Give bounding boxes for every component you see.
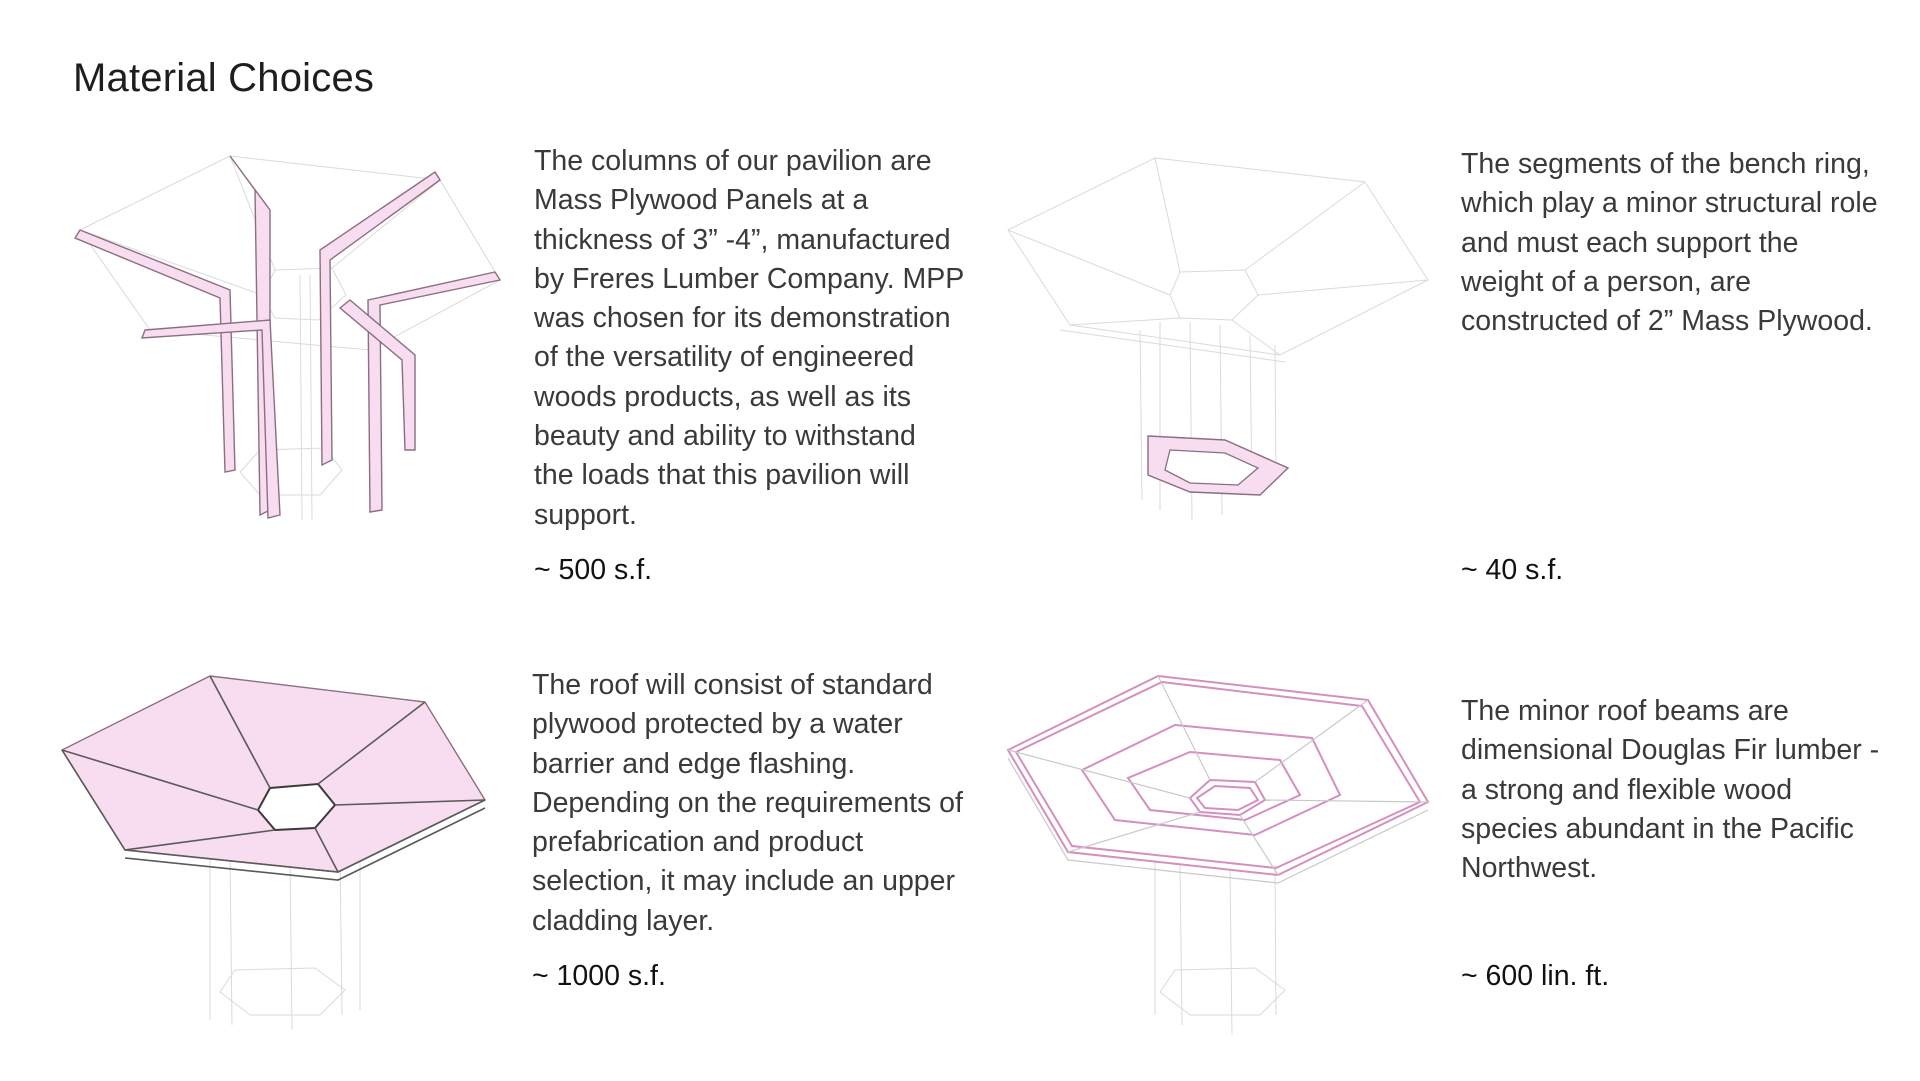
page-title: Material Choices xyxy=(73,56,375,100)
roof-diagram xyxy=(60,670,500,1040)
roof-beams-quantity: ~ 600 lin. ft. xyxy=(1461,960,1610,992)
roof-description: The roof will consist of standard plywood protected by a water barrier and edge flashing. Depending on the requirements of prefabrication and product selection, it may include an upper cladding layer. xyxy=(532,669,963,937)
roof-quantity: ~ 1000 s.f. xyxy=(532,960,666,992)
roof-beams-description: The minor roof beams are dimensional Douglas Fir lumber - a strong and flexible wood species abundant in the Pacific Northwest. xyxy=(1461,695,1880,885)
roof-beams-diagram xyxy=(1000,670,1440,1040)
columns-description: The columns of our pavilion are Mass Plywood Panels at a thickness of 3” -4”, manufactured by Freres Lumber Company. MPP was chosen for its demonstration of the versatility of engineered woods products, as well as its beauty and ability to withstand the loads that this pavilion will support. xyxy=(534,145,965,531)
columns-diagram xyxy=(70,150,510,530)
columns-quantity: ~ 500 s.f. xyxy=(534,554,653,586)
bench-ring-diagram xyxy=(1000,150,1440,530)
bench-ring-quantity: ~ 40 s.f. xyxy=(1461,554,1564,586)
bench-ring-description: The segments of the bench ring, which play a minor structural role and must each support the weight of a person, are constructed of 2” Mass Plywood. xyxy=(1461,148,1878,338)
